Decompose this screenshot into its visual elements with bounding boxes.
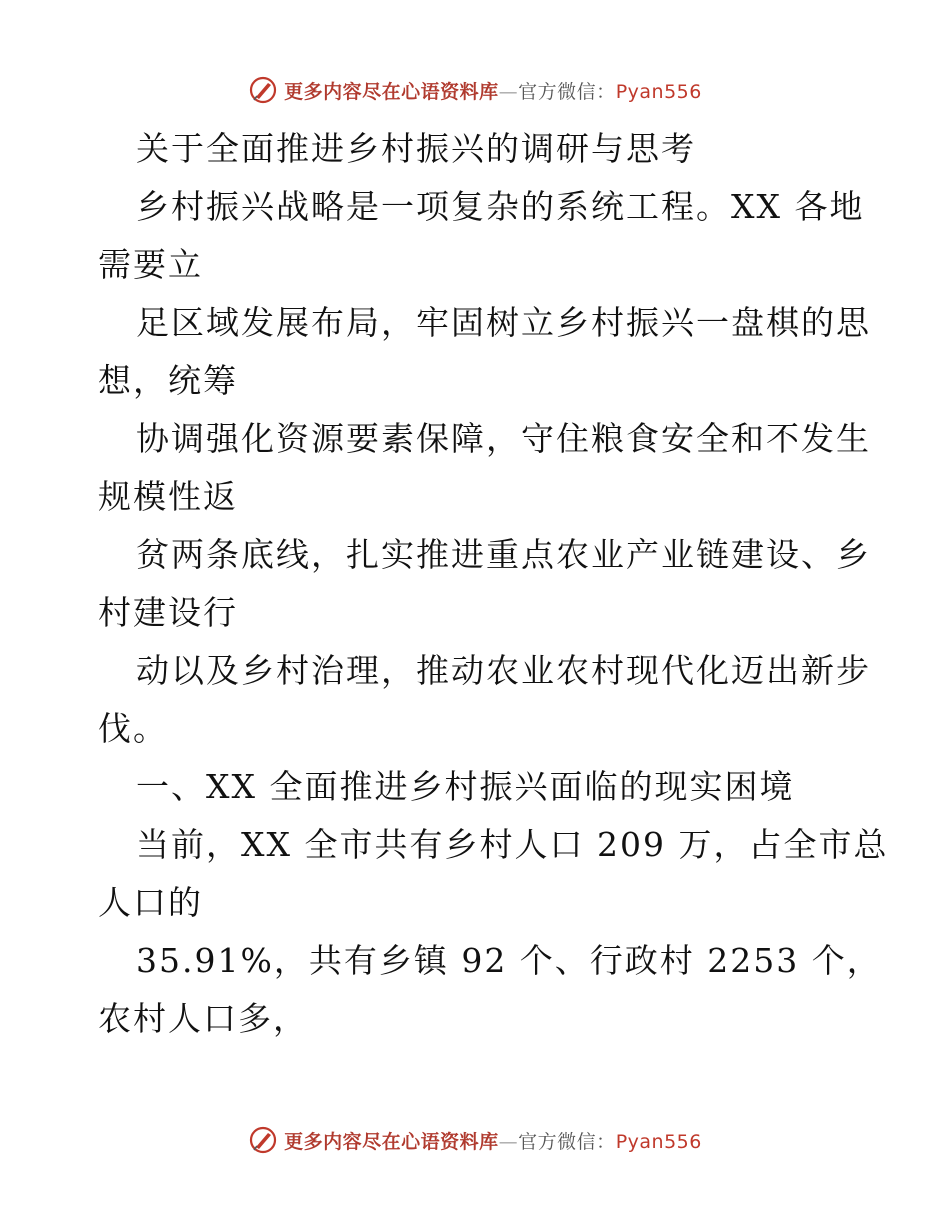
text-line: 人口的 <box>98 883 203 922</box>
text-line: 伐。 <box>98 709 168 748</box>
text-line: 规模性返 <box>98 477 238 516</box>
watermark-separator: — <box>498 80 519 103</box>
text-line: 足区域发展布局，牢固树立乡村振兴一盘棋的思 <box>136 303 871 342</box>
text-line: 需要立 <box>98 245 203 284</box>
watermark-id: Pyan556 <box>615 1130 702 1153</box>
watermark-text <box>284 1127 702 1154</box>
watermark-separator: — <box>498 1130 519 1153</box>
watermark-group <box>248 1125 702 1155</box>
watermark-label: 官方微信： <box>518 80 616 103</box>
text-line: 乡村振兴战略是一项复杂的系统工程。XX 各地 <box>136 187 865 226</box>
quill-logo-icon <box>248 75 278 105</box>
header-watermark <box>0 70 950 110</box>
text-line: 35.91%，共有乡镇 92 个、行政村 2253 个， <box>136 941 882 980</box>
text-line: 关于全面推进乡村振兴的调研与思考 <box>136 129 696 168</box>
text-line: 农村人口多， <box>98 999 308 1038</box>
text-line: 想，统筹 <box>98 361 238 400</box>
footer-watermark <box>0 1120 950 1160</box>
watermark-title: 更多内容尽在心语资料库 <box>284 80 499 103</box>
watermark-text <box>284 77 702 104</box>
text-line: 一、XX 全面推进乡村振兴面临的现实困境 <box>136 767 795 806</box>
text-line: 动以及乡村治理，推动农业农村现代化迈出新步 <box>136 651 871 690</box>
watermark-group <box>248 75 702 105</box>
text-line: 贫两条底线，扎实推进重点农业产业链建设、乡 <box>136 535 871 574</box>
watermark-id: Pyan556 <box>615 80 702 103</box>
quill-logo-icon <box>248 1125 278 1155</box>
text-line: 村建设行 <box>98 593 238 632</box>
watermark-title: 更多内容尽在心语资料库 <box>284 1130 499 1153</box>
watermark-label: 官方微信： <box>518 1130 616 1153</box>
text-line: 当前，XX 全市共有乡村人口 209 万，占全市总 <box>136 825 889 864</box>
document-body <box>98 120 889 1048</box>
text-line: 协调强化资源要素保障，守住粮食安全和不发生 <box>136 419 871 458</box>
